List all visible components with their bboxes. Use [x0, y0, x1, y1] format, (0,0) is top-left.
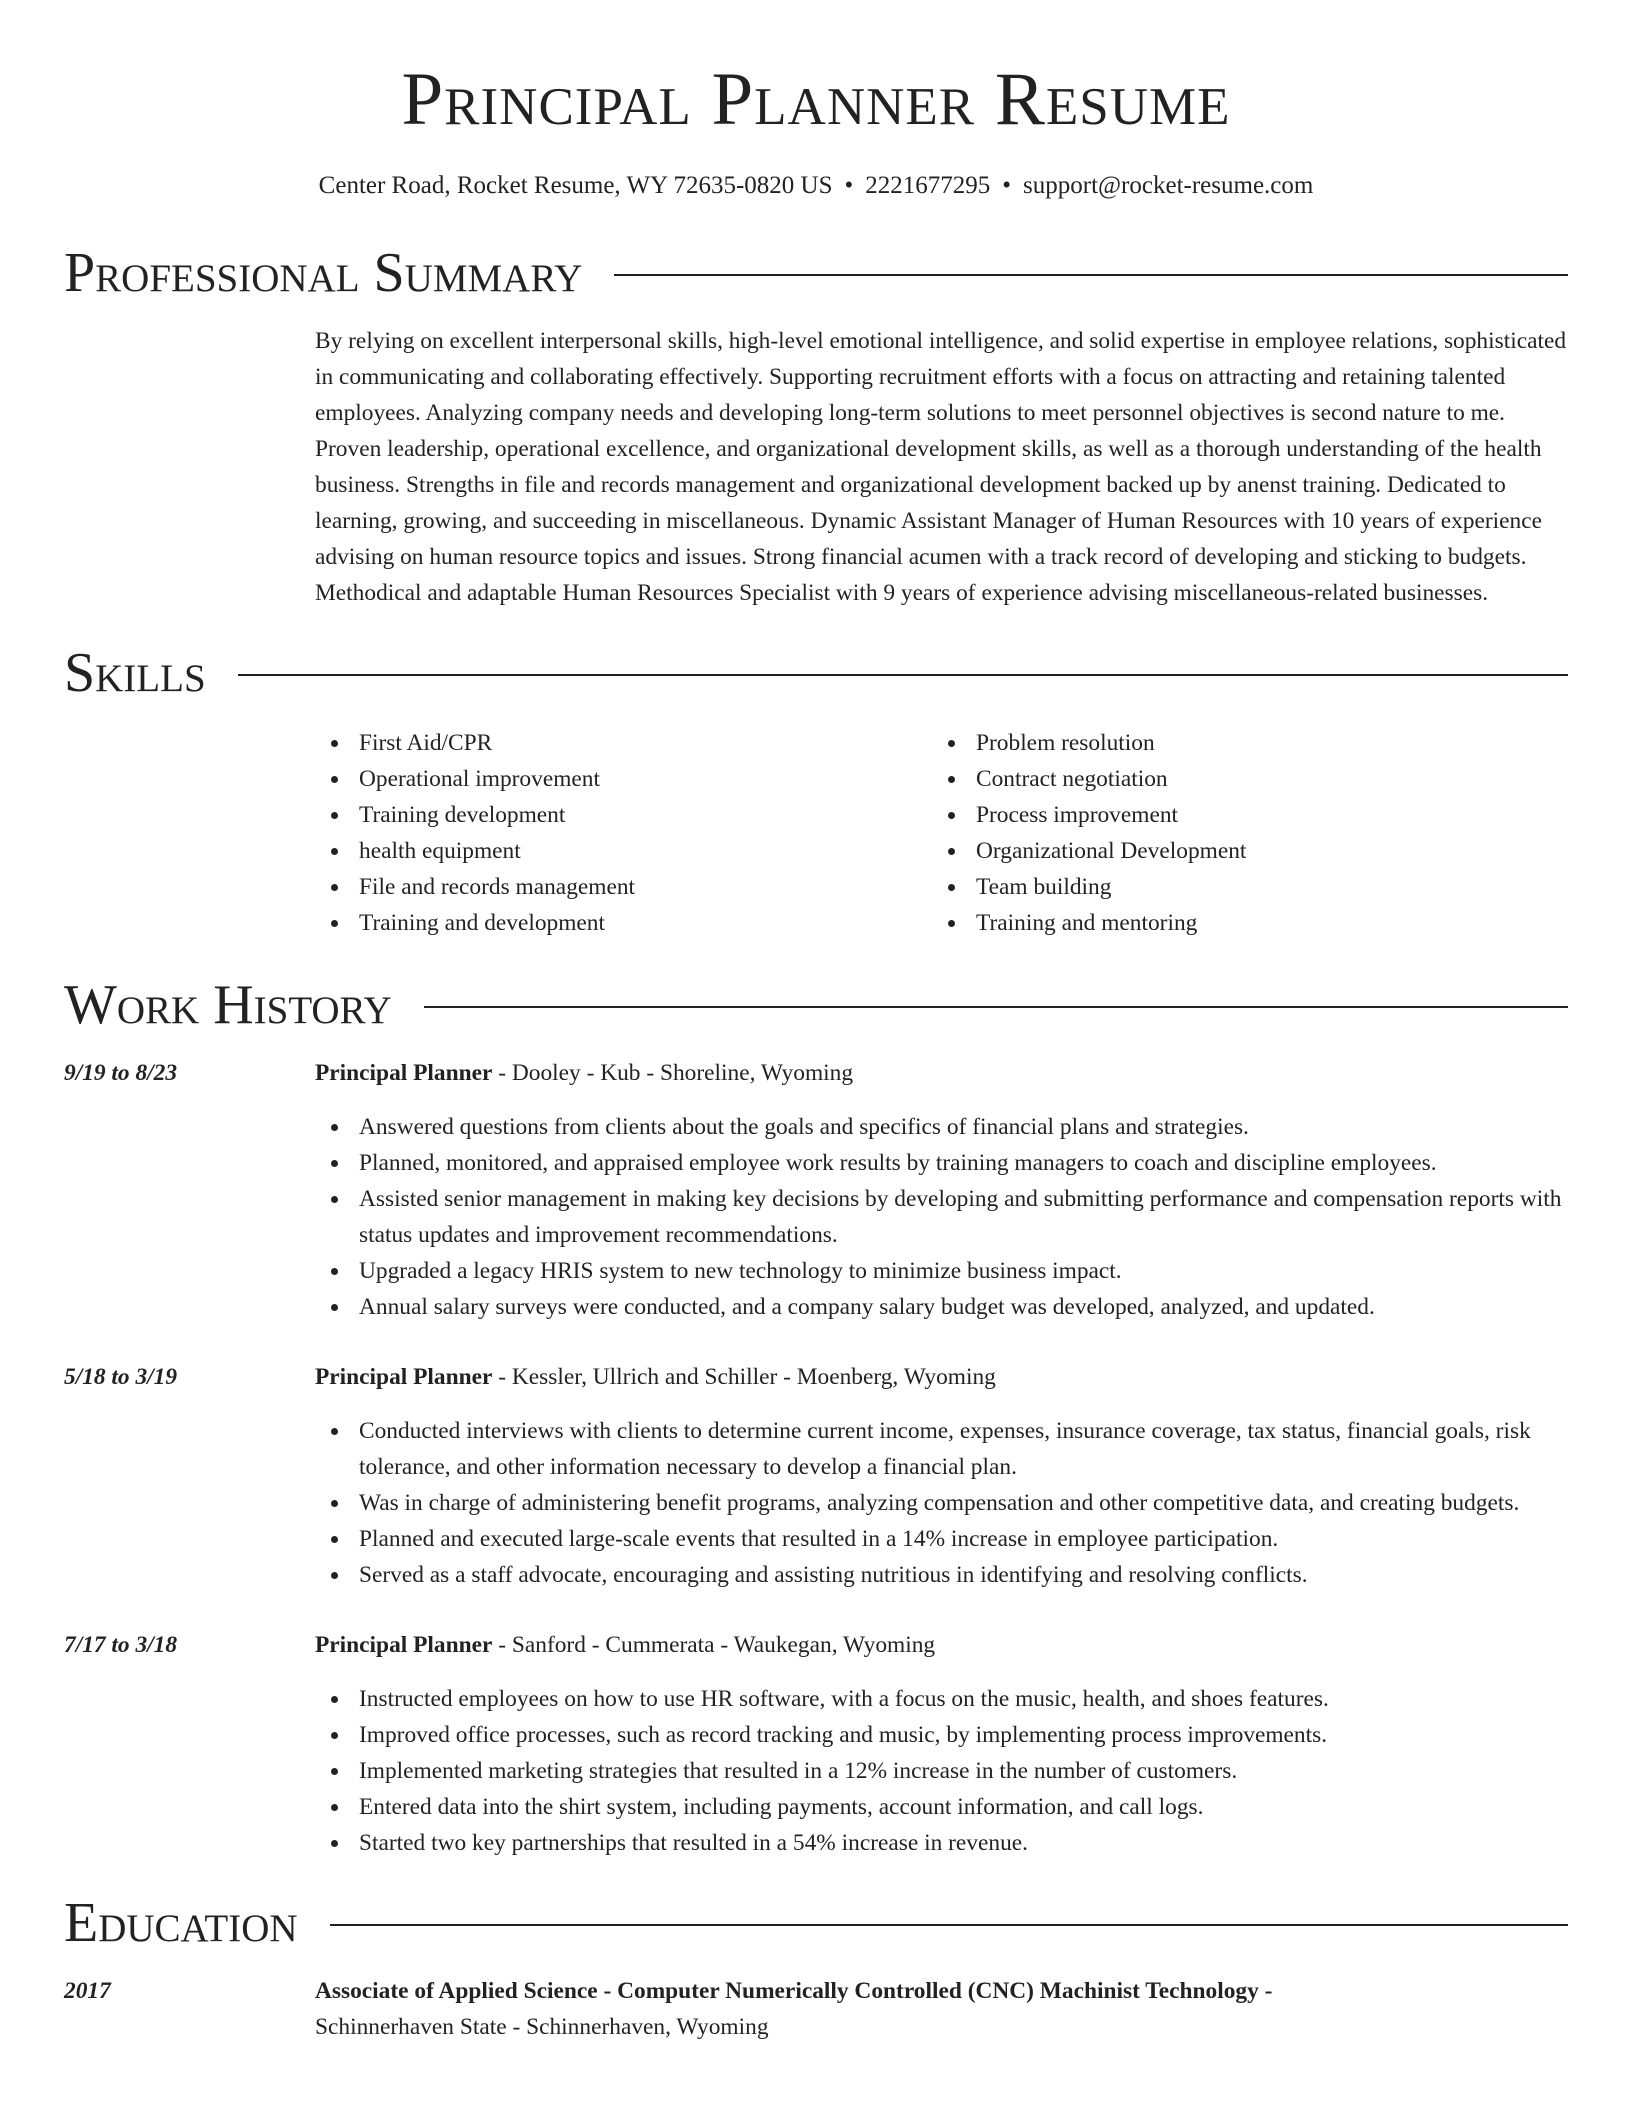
job-title-line: [315, 1359, 1568, 1395]
contact-separator: •: [844, 172, 854, 199]
job-bullet: Instructed employees on how to use HR software, with a focus on the music, health, and shoes features.: [315, 1681, 1568, 1717]
job-bullets: [315, 1413, 1568, 1593]
education-body: [315, 1973, 1568, 2045]
education-degree-line: [315, 1973, 1568, 2009]
skill-item: Process improvement: [932, 797, 1549, 833]
job-bullet: Planned and executed large-scale events that resulted in a 14% increase in employee participation.: [315, 1521, 1568, 1557]
education-section-header: [64, 1892, 1568, 1954]
education-degree: Associate of Applied Science - Computer Numerically Controlled (CNC) Machinist Technology -: [315, 1978, 1273, 2004]
skill-item: Training and development: [315, 905, 932, 941]
job-body: [315, 1627, 1568, 1861]
job-title: Principal Planner: [315, 1364, 493, 1390]
summary-text: By relying on excellent interpersonal skills, high-level emotional intelligence, and solid expertise in employee relations, sophisticated in communicating and collaborating effectively. Supporting recruitment efforts with a focus on attracting and retaining talented employees. Analyzing company needs and developing long-term solutions to meet personnel objectives is second nature to me. Proven leadership, operational excellence, and organizational development skills, as well as a thorough understanding of the health business. Strengths in file and records management and organizational development backed up by anenst training. Dedicated to learning, growing, and succeeding in miscellaneous. Dynamic Assistant Manager of Human Resources with 10 years of experience advising on human resource topics and issues. Strong financial acumen with a track record of developing and sticking to budgets. Methodical and adaptable Human Resources Specialist with 9 years of experience advising miscellaneous-related businesses.: [315, 328, 1567, 606]
job-title: Principal Planner: [315, 1632, 493, 1658]
job-title: Principal Planner: [315, 1060, 493, 1086]
job-body: [315, 1359, 1568, 1593]
job-bullets: [315, 1681, 1568, 1861]
skill-item: Problem resolution: [932, 725, 1549, 761]
skill-item: Organizational Development: [932, 833, 1549, 869]
skill-item: Operational improvement: [315, 761, 932, 797]
job-bullet: Assisted senior management in making key decisions by developing and submitting performance and compensation reports with status updates and improvement recommendations.: [315, 1181, 1568, 1253]
skill-item: Training and mentoring: [932, 905, 1549, 941]
skill-item: Training development: [315, 797, 932, 833]
job-company: - Dooley - Kub - Shoreline, Wyoming: [492, 1060, 854, 1086]
job-entry: [64, 1627, 1568, 1861]
job-title-line: [315, 1055, 1568, 1091]
job-entry: [64, 1359, 1568, 1593]
skills-column-right: [932, 725, 1549, 941]
education-entry: [64, 1973, 1568, 2045]
section-divider: [424, 1006, 1568, 1008]
summary-section-title: Professional Summary: [64, 242, 583, 304]
job-bullet: Conducted interviews with clients to determine current income, expenses, insurance coverage, tax status, financial goals, risk tolerance, and other information necessary to develop a financial plan.: [315, 1413, 1568, 1485]
work-section-header: [64, 974, 1568, 1036]
job-company: - Kessler, Ullrich and Schiller - Moenberg, Wyoming: [492, 1364, 996, 1390]
skill-item: File and records management: [315, 869, 932, 905]
resume-title: Principal Planner Resume: [401, 58, 1231, 141]
job-entry: [64, 1055, 1568, 1325]
skill-item: Contract negotiation: [932, 761, 1549, 797]
summary-section-header: [64, 242, 1568, 304]
section-divider: [330, 1924, 1568, 1926]
job-dates: 7/17 to 3/18: [64, 1632, 178, 1658]
job-company: - Sanford - Cummerata - Waukegan, Wyoming: [492, 1632, 936, 1658]
job-bullet: Started two key partnerships that resulted in a 54% increase in revenue.: [315, 1825, 1568, 1861]
job-bullet: Improved office processes, such as record tracking and music, by implementing process improvements.: [315, 1717, 1568, 1753]
section-divider: [238, 674, 1568, 676]
skills-column-left: [315, 725, 932, 941]
education-year: 2017: [64, 1978, 111, 2004]
job-bullet: Entered data into the shirt system, including payments, account information, and call logs.: [315, 1789, 1568, 1825]
job-body: [315, 1055, 1568, 1325]
skill-item: First Aid/CPR: [315, 725, 932, 761]
job-bullet: Implemented marketing strategies that resulted in a 12% increase in the number of customers.: [315, 1753, 1568, 1789]
contact-phone: 2221677295: [865, 172, 991, 199]
work-section-title: Work History: [64, 974, 392, 1036]
job-bullets: [315, 1109, 1568, 1325]
job-bullet: Answered questions from clients about the goals and specifics of financial plans and strategies.: [315, 1109, 1568, 1145]
skill-item: health equipment: [315, 833, 932, 869]
job-dates: 9/19 to 8/23: [64, 1060, 178, 1086]
contact-separator: •: [1002, 172, 1012, 199]
contact-line: [64, 171, 1568, 201]
skills-section-title: Skills: [64, 642, 206, 704]
skills-section-header: [64, 642, 1568, 704]
education-section-title: Education: [64, 1892, 298, 1954]
job-bullet: Planned, monitored, and appraised employee work results by training managers to coach and discipline employees.: [315, 1145, 1568, 1181]
section-divider: [614, 274, 1568, 276]
skills-list: [315, 725, 1568, 941]
contact-address: Center Road, Rocket Resume, WY 72635-0820 US: [318, 172, 833, 199]
education-school: Schinnerhaven State - Schinnerhaven, Wyoming: [315, 2014, 769, 2040]
job-bullet: Was in charge of administering benefit programs, analyzing compensation and other competitive data, and creating budgets.: [315, 1485, 1568, 1521]
job-bullet: Annual salary surveys were conducted, and a company salary budget was developed, analyzed, and updated.: [315, 1289, 1568, 1325]
job-bullet: Served as a staff advocate, encouraging and assisting nutritious in identifying and resolving conflicts.: [315, 1557, 1568, 1593]
job-title-line: [315, 1627, 1568, 1663]
contact-email: support@rocket-resume.com: [1023, 172, 1314, 199]
skill-item: Team building: [932, 869, 1549, 905]
job-dates: 5/18 to 3/19: [64, 1364, 178, 1390]
job-bullet: Upgraded a legacy HRIS system to new technology to minimize business impact.: [315, 1253, 1568, 1289]
